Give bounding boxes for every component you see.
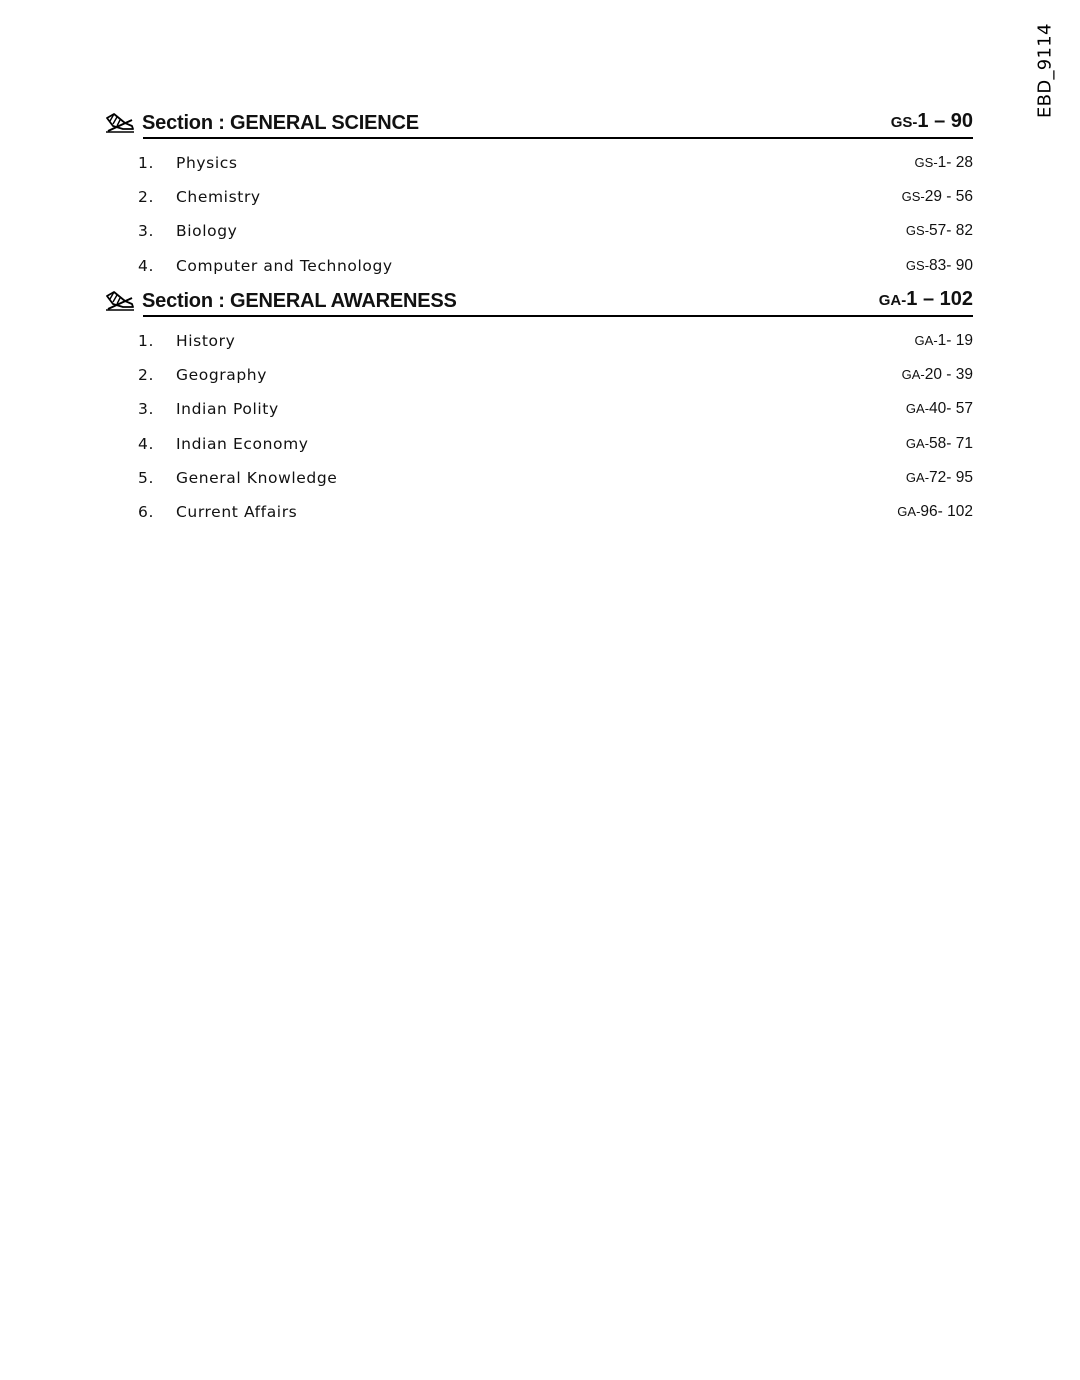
chapter-number: 1. <box>138 332 154 351</box>
chapter-title: Indian Polity <box>176 400 279 419</box>
chapter-item[interactable] <box>105 180 973 214</box>
chapter-item[interactable] <box>105 249 973 283</box>
chapter-pages: GS-1- 28 <box>914 154 973 172</box>
document-code: EBD_9114 <box>1034 23 1056 119</box>
section-general-science <box>105 106 973 283</box>
chapter-title: Physics <box>176 154 238 173</box>
writing-hand-icon <box>105 290 135 312</box>
chapter-item[interactable] <box>105 358 973 392</box>
chapter-number: 2. <box>138 366 154 385</box>
chapter-item[interactable] <box>105 214 973 248</box>
chapter-title: Geography <box>176 366 267 385</box>
chapter-title: General Knowledge <box>176 468 338 487</box>
chapter-list <box>105 146 973 283</box>
chapter-title: Current Affairs <box>176 503 298 522</box>
chapter-title: History <box>176 332 236 351</box>
chapter-pages: GS-29 - 56 <box>901 188 973 206</box>
chapter-pages: GS-57- 82 <box>905 222 973 240</box>
chapter-number: 3. <box>138 222 154 241</box>
chapter-title: Computer and Technology <box>176 256 393 275</box>
chapter-pages: GS-83- 90 <box>905 256 973 274</box>
section-header <box>105 106 973 136</box>
chapter-number: 4. <box>138 434 154 453</box>
chapter-number: 1. <box>138 154 154 173</box>
section-header <box>105 284 973 314</box>
chapter-pages: GA-96- 102 <box>897 503 973 521</box>
section-general-awareness <box>105 284 973 529</box>
section-underline <box>143 315 973 317</box>
section-title: Section : GENERAL SCIENCE <box>142 112 419 134</box>
chapter-pages: GA-72- 95 <box>905 468 973 486</box>
chapter-pages: GA-20 - 39 <box>901 366 973 384</box>
section-title: Section : GENERAL AWARENESS <box>142 290 457 312</box>
chapter-list <box>105 324 973 529</box>
chapter-item[interactable] <box>105 427 973 461</box>
chapter-title: Indian Economy <box>176 434 309 453</box>
chapter-number: 4. <box>138 256 154 275</box>
chapter-item[interactable] <box>105 146 973 180</box>
chapter-title: Biology <box>176 222 238 241</box>
chapter-number: 2. <box>138 188 154 207</box>
chapter-number: 3. <box>138 400 154 419</box>
chapter-number: 6. <box>138 503 154 522</box>
chapter-item[interactable] <box>105 461 973 495</box>
section-page-range: GA-1 – 102 <box>878 288 973 310</box>
section-page-range: GS-1 – 90 <box>890 110 973 132</box>
chapter-item[interactable] <box>105 495 973 529</box>
chapter-title: Chemistry <box>176 188 261 207</box>
chapter-pages: GA-40- 57 <box>905 400 973 418</box>
section-underline <box>143 137 973 139</box>
chapter-pages: GA-58- 71 <box>905 434 973 452</box>
chapter-number: 5. <box>138 468 154 487</box>
writing-hand-icon <box>105 112 135 134</box>
chapter-item[interactable] <box>105 392 973 426</box>
chapter-item[interactable] <box>105 324 973 358</box>
chapter-pages: GA-1- 19 <box>914 332 973 350</box>
